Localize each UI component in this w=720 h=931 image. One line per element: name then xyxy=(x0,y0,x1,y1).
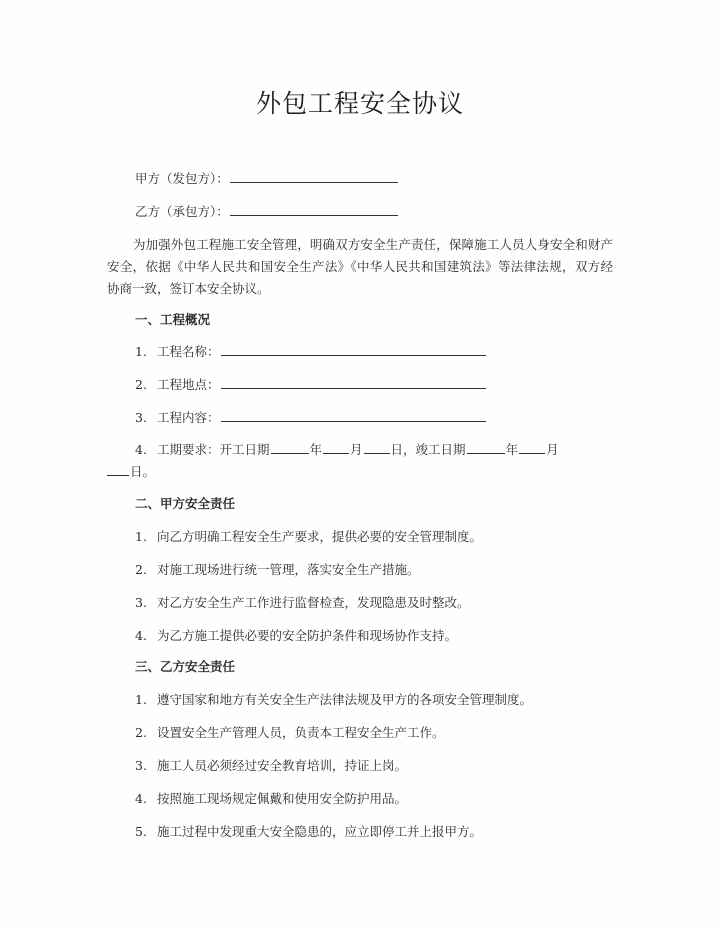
project-name-label: 工程名称： xyxy=(157,344,220,359)
list-item: 2. 对施工现场进行统一管理，落实安全生产措施。 xyxy=(135,562,420,577)
list-item: 2. 设置安全生产管理人员，负责本工程安全生产工作。 xyxy=(135,725,445,740)
list-item: 1. 工程名称： xyxy=(135,343,487,361)
list-item: 1. 向乙方明确工程安全生产要求，提供必要的安全管理制度。 xyxy=(135,529,483,544)
section-heading-party-a: 二、甲方安全责任 xyxy=(135,496,236,511)
party-a-field[interactable] xyxy=(230,170,398,183)
list-item: 2. 工程地点： xyxy=(135,376,487,394)
start-month-field[interactable] xyxy=(323,441,349,454)
party-b-field[interactable] xyxy=(230,203,398,216)
party-b-line xyxy=(135,203,399,221)
end-day-field[interactable] xyxy=(107,463,129,476)
project-name-field[interactable] xyxy=(221,343,486,356)
party-a-line xyxy=(135,170,399,188)
intro-paragraph: 为加强外包工程施工安全管理，明确双方安全生产责任，保障施工人员人身安全和财产安全，依据《中华人民共和国安全生产法》《中华人民共和国建筑法》等法律法规，双方经协商一致，签订本安全协议。 xyxy=(107,237,613,296)
party-a-label: 甲方（发包方）： xyxy=(135,171,229,186)
project-location-field[interactable] xyxy=(221,376,486,389)
project-location-label: 工程地点： xyxy=(157,377,220,392)
list-item: 3. 对乙方安全生产工作进行监督检查，发现隐患及时整改。 xyxy=(135,595,470,610)
list-item: 4. 为乙方施工提供必要的安全防护条件和现场协作支持。 xyxy=(135,628,458,643)
list-item: 1. 遵守国家和地方有关安全生产法律法规及甲方的各项安全管理制度。 xyxy=(135,692,533,707)
end-year-field[interactable] xyxy=(467,441,505,454)
list-item: 5. 施工过程中发现重大安全隐患的，应立即停工并上报甲方。 xyxy=(135,824,483,839)
project-content-field[interactable] xyxy=(221,409,486,422)
schedule-line-wrap: 日。 xyxy=(107,463,155,481)
section-heading-party-b: 三、乙方安全责任 xyxy=(135,659,236,674)
section-heading-overview: 一、工程概况 xyxy=(135,312,211,327)
project-content-label: 工程内容： xyxy=(157,410,220,425)
list-item: 3. 施工人员必须经过安全教育培训，持证上岗。 xyxy=(135,758,408,773)
document-title: 外包工程安全协议 xyxy=(255,89,464,118)
end-month-field[interactable] xyxy=(519,441,545,454)
schedule-line: 4. 工期要求：开工日期 年 月 日，竣工日期 年 月 xyxy=(135,442,559,457)
start-day-field[interactable] xyxy=(364,441,390,454)
party-b-label: 乙方（承包方）： xyxy=(135,204,229,219)
list-item: 4. 按照施工现场规定佩戴和使用安全防护用品。 xyxy=(135,791,408,806)
start-year-field[interactable] xyxy=(271,441,309,454)
list-item: 3. 工程内容： xyxy=(135,409,487,427)
